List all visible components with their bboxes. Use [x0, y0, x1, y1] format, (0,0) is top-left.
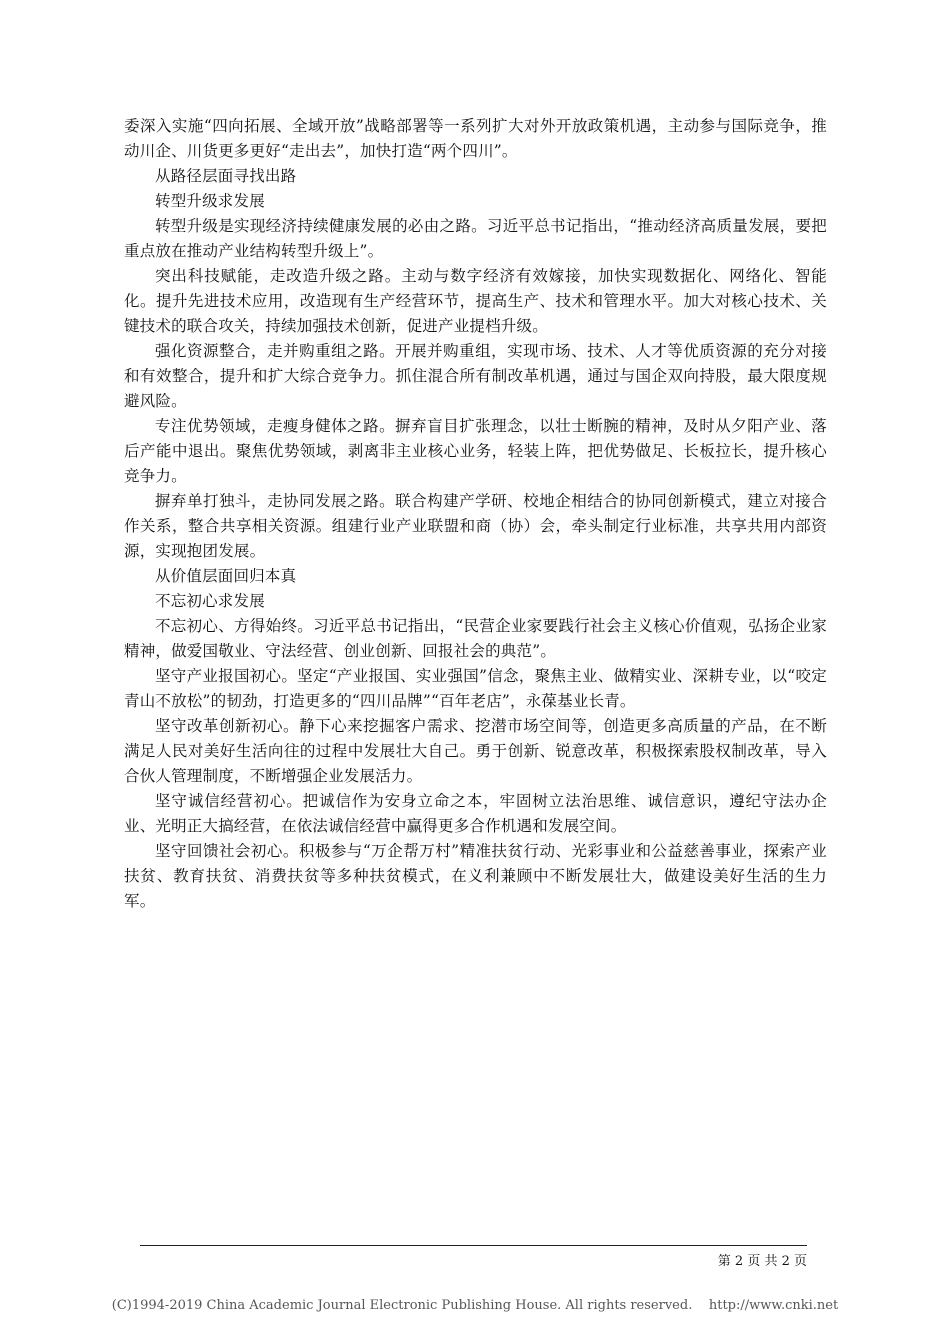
paragraph: 坚守诚信经营初心。把诚信作为安身立命之本，牢固树立法治思维、诚信意识，遵纪守法办企业、光明正大搞经营，在依法诚信经营中赢得更多合作机遇和发展空间。	[124, 792, 827, 835]
paragraph: 委深入实施“四向拓展、全域开放”战略部署等一系列扩大对外开放政策机遇，主动参与国际竞争，推动川企、川货更多更好“走出去”，加快打造“两个四川”。	[124, 117, 827, 160]
paragraph: 坚守改革创新初心。静下心来挖掘客户需求、挖潜市场空间等，创造更多高质量的产品，在不断满足人民对美好生活向往的过程中发展壮大自己。勇于创新、锐意改革，积极探索股权制改革，导入合伙人管理制度，不断增强企业发展活力。	[124, 717, 827, 785]
section-heading: 从价值层面回归本真	[155, 567, 297, 585]
subsection-heading: 转型升级求发展	[155, 192, 265, 210]
paragraph: 坚守产业报国初心。坚定“产业报国、实业强国”信念，聚焦主业、做精实业、深耕专业，以“咬定青山不放松”的韧劲，打造更多的“四川品牌”“百年老店”，永葆基业长青。	[124, 667, 827, 710]
page-number: 第 2 页 共 2 页	[717, 1254, 807, 1269]
copyright-notice: (C)1994-2019 China Academic Journal Electronic Publishing House. All rights reserved. http://www.cnki.net	[111, 1298, 839, 1313]
subsection-heading: 不忘初心求发展	[155, 592, 265, 610]
footer-divider	[140, 1245, 807, 1246]
section-heading: 从路径层面寻找出路	[155, 167, 297, 185]
paragraph: 不忘初心、方得始终。习近平总书记指出，“民营企业家要践行社会主义核心价值观，弘扬企业家精神，做爱国敬业、守法经营、创业创新、回报社会的典范”。	[124, 617, 827, 660]
paragraph: 专注优势领域，走瘦身健体之路。摒弃盲目扩张理念，以壮士断腕的精神，及时从夕阳产业、落后产能中退出。聚焦优势领域，剥离非主业核心业务，轻装上阵，把优势做足、长板拉长，提升核心竞争力。	[124, 417, 827, 485]
article-body	[124, 114, 827, 914]
paragraph: 摒弃单打独斗，走协同发展之路。联合构建产学研、校地企相结合的协同创新模式，建立对接合作关系，整合共享相关资源。组建行业产业联盟和商（协）会，牵头制定行业标准，共享共用内部资源，实现抱团发展。	[124, 492, 827, 560]
paragraph: 强化资源整合，走并购重组之路。开展并购重组，实现市场、技术、人才等优质资源的充分对接和有效整合，提升和扩大综合竞争力。抓住混合所有制改革机遇，通过与国企双向持股，最大限度规避风险。	[124, 342, 827, 410]
paragraph: 突出科技赋能，走改造升级之路。主动与数字经济有效嫁接，加快实现数据化、网络化、智能化。提升先进技术应用，改造现有生产经营环节，提高生产、技术和管理水平。加大对核心技术、关键技术的联合攻关，持续加强技术创新，促进产业提档升级。	[124, 267, 827, 335]
paragraph: 转型升级是实现经济持续健康发展的必由之路。习近平总书记指出，“推动经济高质量发展，要把重点放在推动产业结构转型升级上”。	[124, 217, 827, 260]
paragraph: 坚守回馈社会初心。积极参与“万企帮万村”精准扶贫行动、光彩事业和公益慈善事业，探索产业扶贫、教育扶贫、消费扶贫等多种扶贫模式，在义利兼顾中不断发展壮大，做建设美好生活的生力军。	[124, 842, 827, 910]
